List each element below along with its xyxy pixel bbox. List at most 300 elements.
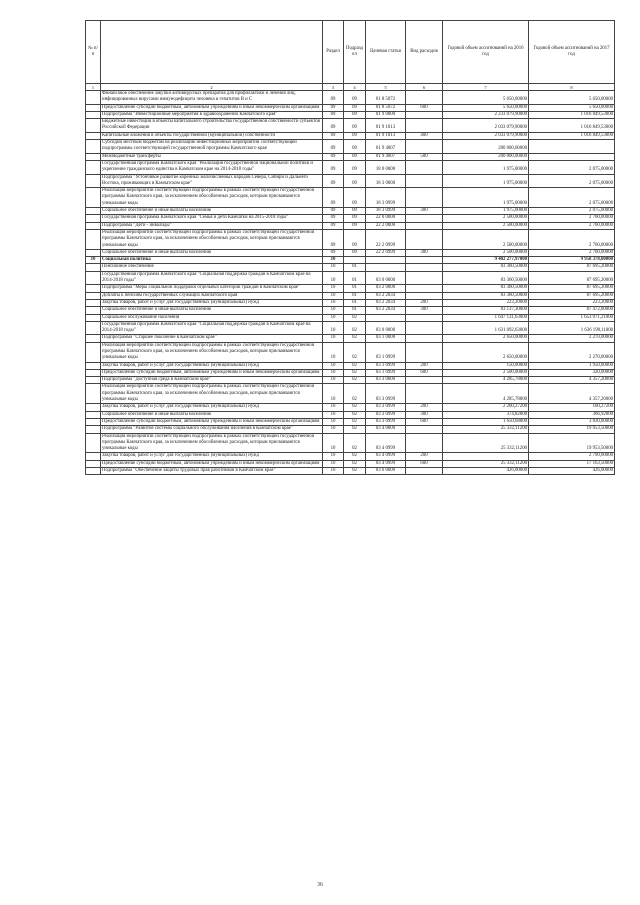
table-row — [86, 249, 615, 256]
column-index: 5 — [366, 84, 406, 91]
table-row — [86, 299, 615, 306]
row-target-item: 03 2 2034 — [366, 299, 406, 306]
row-allocation-2017: 1 016 849,53000 — [529, 119, 615, 133]
row-number — [86, 91, 101, 105]
row-name: Социальное обеспечение и иные выплаты населению — [101, 307, 323, 314]
row-expense-type — [406, 111, 443, 118]
row-expense-type — [406, 215, 443, 222]
row-subsection: 02 — [344, 433, 366, 453]
row-name: Бюджетные инвестиции в объекты капитального строительства государственной собственности субъектов Российской Федерации — [101, 119, 323, 133]
row-allocation-2017: 2 075,00000 — [529, 208, 615, 215]
row-name: Предоставление субсидий бюджетным, автономным учреждениям и иным некоммерческим организациям — [101, 369, 323, 376]
row-subsection: 01 — [344, 292, 366, 299]
page-number: 36 — [317, 882, 323, 888]
table-row — [86, 335, 615, 342]
row-allocation-2017: 19 953,50000 — [529, 433, 615, 453]
row-allocation-2017: 1 016 849,53000 — [529, 111, 615, 118]
row-expense-type: 300 — [406, 208, 443, 215]
row-allocation-2017: 87 695,20000 — [529, 271, 615, 285]
row-section: 09 — [323, 140, 344, 154]
row-allocation-2017: 5 650,00000 — [529, 104, 615, 111]
row-subsection: 09 — [344, 91, 366, 105]
row-section: 10 — [323, 257, 344, 264]
row-target-item: 03 2 0000 — [366, 285, 406, 292]
row-section: 10 — [323, 468, 344, 475]
header-expense-type: Вид расходов — [406, 21, 443, 84]
row-subsection: 09 — [344, 140, 366, 154]
row-target-item: 03 2 2034 — [366, 307, 406, 314]
table-row — [86, 342, 615, 362]
row-target-item: 03 3 0999 — [366, 418, 406, 425]
row-allocation-2016: 2 033 079,90000 — [443, 119, 529, 133]
header-subsection: Подраздел — [344, 21, 366, 84]
row-allocation-2017: 2 760,00000 — [529, 215, 615, 222]
row-number — [86, 271, 101, 285]
row-allocation-2016: 4 285,78800 — [443, 384, 529, 404]
row-allocation-2017: 2 075,00000 — [529, 160, 615, 174]
row-target-item: 18 3 0999 — [366, 208, 406, 215]
row-name: Закупка товаров, работ и услуг для государственных (муниципальных) нужд — [101, 453, 323, 460]
row-allocation-2017: 320,00000 — [529, 369, 615, 376]
row-allocation-2016: 2 650,00000 — [443, 335, 529, 342]
row-target-item: 01 9 1013 — [366, 132, 406, 139]
row-expense-type — [406, 292, 443, 299]
row-allocation-2016: 426,00000 — [443, 468, 529, 475]
row-number — [86, 384, 101, 404]
row-section: 10 — [323, 342, 344, 362]
row-allocation-2017 — [529, 140, 615, 154]
row-subsection: 09 — [344, 111, 366, 118]
row-subsection: 02 — [344, 460, 366, 467]
row-section: 09 — [323, 222, 344, 229]
row-expense-type — [406, 321, 443, 335]
row-subsection: 02 — [344, 335, 366, 342]
row-subsection: 02 — [344, 453, 366, 460]
row-name: Подпрограмма "Развитие системы социального обслуживания населения в Камчатском крае" — [101, 426, 323, 433]
header-allocation-2017: Годовой объем ассигнований на 2017 год — [529, 21, 615, 84]
row-allocation-2016: 223,20000 — [443, 299, 529, 306]
row-number — [86, 160, 101, 174]
row-allocation-2017: 5 650,00000 — [529, 91, 615, 105]
table-row — [86, 362, 615, 369]
row-allocation-2016: 1 975,00000 — [443, 160, 529, 174]
row-subsection: 02 — [344, 426, 366, 433]
row-number — [86, 111, 101, 118]
row-expense-type — [406, 342, 443, 362]
row-name: Закупка товаров, работ и услуг для государственных (муниципальных) нужд — [101, 299, 323, 306]
table-row — [86, 292, 615, 299]
row-expense-type — [406, 264, 443, 271]
row-expense-type — [406, 433, 443, 453]
row-expense-type — [406, 271, 443, 285]
row-section: 10 — [323, 418, 344, 425]
row-subsection: 02 — [344, 321, 366, 335]
row-allocation-2016: 1 650,68800 — [443, 418, 529, 425]
table-row — [86, 460, 615, 467]
row-allocation-2016: 25 332,11200 — [443, 426, 529, 433]
row-section: 10 — [323, 362, 344, 369]
row-name: Реализация мероприятий соответствующей подпрограммы в рамках соответствующей государственной программы Камчатского края, за исключением обособленных расходов, которым присваиваются уникальные коды — [101, 188, 323, 208]
row-target-item: 22 0 0000 — [366, 215, 406, 222]
row-section: 10 — [323, 314, 344, 321]
row-subsection: 01 — [344, 307, 366, 314]
row-target-item: 18 0 0000 — [366, 160, 406, 174]
row-expense-type: 200 — [406, 404, 443, 411]
row-allocation-2017: 87 695,20000 — [529, 292, 615, 299]
row-allocation-2017: 1 950,00000 — [529, 362, 615, 369]
row-name: Подпрограмма "Меры социальной поддержки отдельных категорий граждан в Камчатском крае" — [101, 285, 323, 292]
table-row — [86, 321, 615, 335]
table-row — [86, 91, 615, 105]
row-expense-type — [406, 174, 443, 188]
row-subsection: 09 — [344, 160, 366, 174]
row-allocation-2016: 2 233 079,90000 — [443, 111, 529, 118]
row-allocation-2016: 374,82800 — [443, 411, 529, 418]
row-allocation-2017: 2 790,00000 — [529, 453, 615, 460]
row-subsection: 09 — [344, 188, 366, 208]
table-row — [86, 433, 615, 453]
row-subsection: 02 — [344, 468, 366, 475]
row-allocation-2016: 5 650,00000 — [443, 104, 529, 111]
table-row — [86, 285, 615, 292]
row-target-item — [366, 314, 406, 321]
column-index: 1 — [86, 84, 101, 91]
row-number — [86, 369, 101, 376]
row-name: Подпрограмма "Инвестиционные мероприятия в здравоохранении Камчатского края" — [101, 111, 323, 118]
table-row — [86, 271, 615, 285]
row-target-item: 01 9 0000 — [366, 111, 406, 118]
row-expense-type — [406, 426, 443, 433]
row-subsection: 01 — [344, 299, 366, 306]
row-target-item: 18 3 0999 — [366, 188, 406, 208]
row-target-item: 03 4 0999 — [366, 433, 406, 453]
table-row — [86, 174, 615, 188]
row-section: 10 — [323, 264, 344, 271]
row-expense-type: 600 — [406, 369, 443, 376]
table-row — [86, 188, 615, 208]
table-row — [86, 160, 615, 174]
row-section: 10 — [323, 433, 344, 453]
row-section: 09 — [323, 160, 344, 174]
row-allocation-2017: 87 695,20000 — [529, 264, 615, 271]
row-allocation-2017: 87 472,00000 — [529, 307, 615, 314]
row-allocation-2017: 17 163,50000 — [529, 460, 615, 467]
row-expense-type: 600 — [406, 460, 443, 467]
column-index: 8 — [529, 84, 615, 91]
row-target-item: 03 6 0000 — [366, 468, 406, 475]
row-name: Закупка товаров, работ и услуг для государственных (муниципальных) нужд — [101, 362, 323, 369]
row-section: 10 — [323, 411, 344, 418]
row-section: 09 — [323, 132, 344, 139]
header-number: № п/п — [86, 21, 101, 84]
row-number — [86, 229, 101, 249]
row-target-item: 01 9 1013 — [366, 119, 406, 133]
row-name: Доплаты к пенсиям государственных служащих Камчатского края — [101, 292, 323, 299]
column-index-row — [86, 84, 615, 91]
row-target-item: 03 0 0000 — [366, 271, 406, 285]
row-target-item: 03 0 0000 — [366, 321, 406, 335]
row-expense-type: 500 — [406, 153, 443, 160]
row-section: 10 — [323, 369, 344, 376]
row-allocation-2017: 2 760,00000 — [529, 229, 615, 249]
row-section: 10 — [323, 453, 344, 460]
table-row — [86, 404, 615, 411]
row-section: 09 — [323, 153, 344, 160]
row-name: Финансовое обеспечение закупки антивирусных препаратов для профилактики и лечения лиц, инфицированных вирусами иммунодефицита человека и гепатитов В и С — [101, 91, 323, 105]
row-section: 09 — [323, 91, 344, 105]
row-allocation-2017: 4 357,20000 — [529, 384, 615, 404]
header-section: Раздел — [323, 21, 344, 84]
row-name: Реализация мероприятий соответствующей подпрограммы в рамках соответствующей государственной программы Камчатского края, за исключением обособленных расходов, которым присваиваются уникальные коды — [101, 229, 323, 249]
row-subsection: 02 — [344, 362, 366, 369]
row-allocation-2017: 87 695,20000 — [529, 285, 615, 292]
row-allocation-2016: 83 137,30000 — [443, 307, 529, 314]
row-target-item: 01 8 5072 — [366, 91, 406, 105]
column-index: 3 — [323, 84, 344, 91]
row-name: Социальная политика — [101, 257, 323, 264]
row-allocation-2017: 1 653 071,21000 — [529, 314, 615, 321]
row-section: 09 — [323, 119, 344, 133]
row-target-item: 22 2 0999 — [366, 249, 406, 256]
row-section: 09 — [323, 215, 344, 222]
header-name — [101, 21, 323, 84]
row-expense-type — [406, 468, 443, 475]
row-subsection: 02 — [344, 404, 366, 411]
row-target-item: 03 1 0999 — [366, 342, 406, 362]
row-expense-type: 600 — [406, 104, 443, 111]
table-row — [86, 264, 615, 271]
row-number — [86, 188, 101, 208]
row-number — [86, 132, 101, 139]
row-subsection: 02 — [344, 314, 366, 321]
row-target-item: 22 2 0999 — [366, 229, 406, 249]
row-allocation-2016: 1 975,00000 — [443, 174, 529, 188]
row-allocation-2017: 366,92800 — [529, 411, 615, 418]
row-subsection: 09 — [344, 215, 366, 222]
row-target-item — [366, 264, 406, 271]
table-row — [86, 140, 615, 154]
table-row — [86, 426, 615, 433]
row-name: Межбюджетные трансферты — [101, 153, 323, 160]
row-section: 10 — [323, 271, 344, 285]
row-subsection: 09 — [344, 222, 366, 229]
row-section: 10 — [323, 460, 344, 467]
table-row — [86, 111, 615, 118]
table-row — [86, 215, 615, 222]
row-target-item: 03 3 0000 — [366, 377, 406, 384]
row-allocation-2016: 150,00000 — [443, 362, 529, 369]
row-expense-type — [406, 160, 443, 174]
row-allocation-2016: 2 650,00000 — [443, 342, 529, 362]
row-allocation-2017: 2 075,00000 — [529, 174, 615, 188]
row-expense-type — [406, 119, 443, 133]
row-allocation-2017: 2 760,00000 — [529, 249, 615, 256]
row-section: 09 — [323, 111, 344, 118]
row-subsection: 02 — [344, 418, 366, 425]
table-row — [86, 468, 615, 475]
row-name: Социальное обеспечение и иные выплаты населению — [101, 249, 323, 256]
row-name: Предоставление субсидий бюджетным, автономным учреждениям и иным некоммерческим организациям — [101, 104, 323, 111]
row-subsection: 02 — [344, 342, 366, 362]
row-number — [86, 460, 101, 467]
row-number — [86, 174, 101, 188]
row-target-item: 03 4 0999 — [366, 460, 406, 467]
row-section: 10 — [323, 404, 344, 411]
row-number — [86, 215, 101, 222]
row-number — [86, 292, 101, 299]
row-allocation-2016 — [443, 453, 529, 460]
budget-table — [85, 20, 615, 475]
table-row — [86, 384, 615, 404]
row-allocation-2016: 1 975,00000 — [443, 208, 529, 215]
row-subsection: 01 — [344, 264, 366, 271]
row-subsection: 02 — [344, 377, 366, 384]
row-allocation-2016: 2 500,00000 — [443, 215, 529, 222]
row-name: Государственная программа Камчатского края "Социальная поддержка граждан в Камчатском крае на 2014-2018 годы" — [101, 271, 323, 285]
row-number — [86, 418, 101, 425]
row-number — [86, 119, 101, 133]
row-number — [86, 140, 101, 154]
row-allocation-2016: 1 975,00000 — [443, 188, 529, 208]
row-allocation-2017: 426,00000 — [529, 468, 615, 475]
row-name: Подпрограмма "Обеспечение защиты трудовых прав работников в Камчатском крае" — [101, 468, 323, 475]
table-row — [86, 411, 615, 418]
row-allocation-2017: 1 636 198,11000 — [529, 321, 615, 335]
row-name: Реализация мероприятий соответствующей подпрограммы в рамках соответствующей государственной программы Камчатского края, за исключением обособленных расходов, которым присваиваются уникальные коды — [101, 384, 323, 404]
row-expense-type — [406, 335, 443, 342]
row-name: Подпрограмма "Доступная среда в Камчатском крае" — [101, 377, 323, 384]
row-target-item: 18 3 0000 — [366, 174, 406, 188]
table-row — [86, 208, 615, 215]
row-name: Государственная программа Камчатского края "Семья и дети Камчатки на 2015-2018 годы" — [101, 215, 323, 222]
row-allocation-2017: 2 270,00000 — [529, 342, 615, 362]
row-target-item: 03 1 0000 — [366, 335, 406, 342]
row-section: 10 — [323, 321, 344, 335]
row-expense-type — [406, 91, 443, 105]
row-expense-type: 300 — [406, 307, 443, 314]
row-number — [86, 404, 101, 411]
row-subsection: 09 — [344, 208, 366, 215]
header-allocation-2016: Годовой объем ассигнований на 2016 год — [443, 21, 529, 84]
row-number — [86, 208, 101, 215]
row-allocation-2016: 2 500,00000 — [443, 249, 529, 256]
row-allocation-2017: 2 075,00000 — [529, 188, 615, 208]
row-target-item: 03 3 0999 — [366, 411, 406, 418]
row-target-item — [366, 257, 406, 264]
row-number: 10 — [86, 257, 101, 264]
row-target-item: 03 4 0999 — [366, 453, 406, 460]
row-allocation-2016: 83 360,50000 — [443, 292, 529, 299]
row-target-item: 03 3 0999 — [366, 384, 406, 404]
row-section: 09 — [323, 249, 344, 256]
row-name: Подпрограмма "Дети - инвалиды" — [101, 222, 323, 229]
row-allocation-2016: 2 033 079,90000 — [443, 132, 529, 139]
row-section: 10 — [323, 292, 344, 299]
row-subsection: 09 — [344, 153, 366, 160]
row-number — [86, 433, 101, 453]
column-index: 2 — [101, 84, 323, 91]
row-allocation-2016: 25 332,11200 — [443, 433, 529, 453]
row-number — [86, 249, 101, 256]
row-target-item: 03 4 0000 — [366, 426, 406, 433]
row-subsection — [344, 257, 366, 264]
row-subsection: 02 — [344, 384, 366, 404]
row-expense-type — [406, 188, 443, 208]
row-number — [86, 453, 101, 460]
row-name: Пенсионное обеспечение — [101, 264, 323, 271]
row-target-item: 01 8 5072 — [366, 104, 406, 111]
row-target-item: 01 9 4007 — [366, 140, 406, 154]
row-allocation-2016: 25 332,11200 — [443, 460, 529, 467]
column-index: 6 — [406, 84, 443, 91]
row-subsection: 01 — [344, 271, 366, 285]
row-name: Социальное обеспечение и иные выплаты населению — [101, 208, 323, 215]
row-allocation-2017: 2 270,00000 — [529, 335, 615, 342]
row-number — [86, 342, 101, 362]
row-expense-type: 200 — [406, 299, 443, 306]
row-number — [86, 377, 101, 384]
row-subsection: 02 — [344, 411, 366, 418]
table-row — [86, 369, 615, 376]
row-allocation-2017: 9 958 378,00000 — [529, 257, 615, 264]
row-number — [86, 222, 101, 229]
row-expense-type: 300 — [406, 249, 443, 256]
row-section: 10 — [323, 384, 344, 404]
row-expense-type: 400 — [406, 132, 443, 139]
table-row — [86, 314, 615, 321]
row-subsection: 09 — [344, 249, 366, 256]
row-section: 10 — [323, 299, 344, 306]
row-allocation-2017: 2 760,00000 — [529, 222, 615, 229]
row-name: Социальное обслуживание населения — [101, 314, 323, 321]
row-number — [86, 426, 101, 433]
row-number — [86, 468, 101, 475]
row-section: 10 — [323, 426, 344, 433]
table-row — [86, 229, 615, 249]
row-name: Подпрограмма "Устойчивое развитие коренных малочисленных народов Севера, Сибири и Дальнего Востока, проживающих в Камчатском крае" — [101, 174, 323, 188]
row-name: Предоставление субсидий бюджетным, автономным учреждениям и иным некоммерческим организациям — [101, 460, 323, 467]
row-target-item: 03 2 2034 — [366, 292, 406, 299]
row-number — [86, 321, 101, 335]
row-number — [86, 411, 101, 418]
row-section: 09 — [323, 174, 344, 188]
table-row — [86, 222, 615, 229]
row-allocation-2016: 9 402 277,97000 — [443, 257, 529, 264]
row-name: Предоставление субсидий бюджетным, автономным учреждениям и иным некоммерческим организациям — [101, 418, 323, 425]
table-row — [86, 104, 615, 111]
row-allocation-2017 — [529, 153, 615, 160]
row-allocation-2017: 160,27200 — [529, 404, 615, 411]
row-number — [86, 264, 101, 271]
row-expense-type: 200 — [406, 362, 443, 369]
row-name: Субсидии местным бюджетам на реализацию инвестиционных мероприятий соответствующей подпрограммы соответствующей государственной программы Камчатского края — [101, 140, 323, 154]
row-expense-type — [406, 257, 443, 264]
table-row — [86, 153, 615, 160]
row-name: Социальное обеспечение и иные выплаты населению — [101, 411, 323, 418]
row-number — [86, 153, 101, 160]
table-row — [86, 453, 615, 460]
row-allocation-2016: 2 260,27200 — [443, 404, 529, 411]
row-expense-type — [406, 314, 443, 321]
table-row — [86, 119, 615, 133]
row-expense-type — [406, 285, 443, 292]
row-allocation-2017: 19 953,50000 — [529, 426, 615, 433]
table-row — [86, 132, 615, 139]
row-name: Государственная программа Камчатского края "Социальная поддержка граждан в Камчатском крае на 2014-2018 годы" — [101, 321, 323, 335]
row-section: 09 — [323, 104, 344, 111]
row-expense-type: 200 — [406, 453, 443, 460]
row-subsection: 01 — [344, 285, 366, 292]
